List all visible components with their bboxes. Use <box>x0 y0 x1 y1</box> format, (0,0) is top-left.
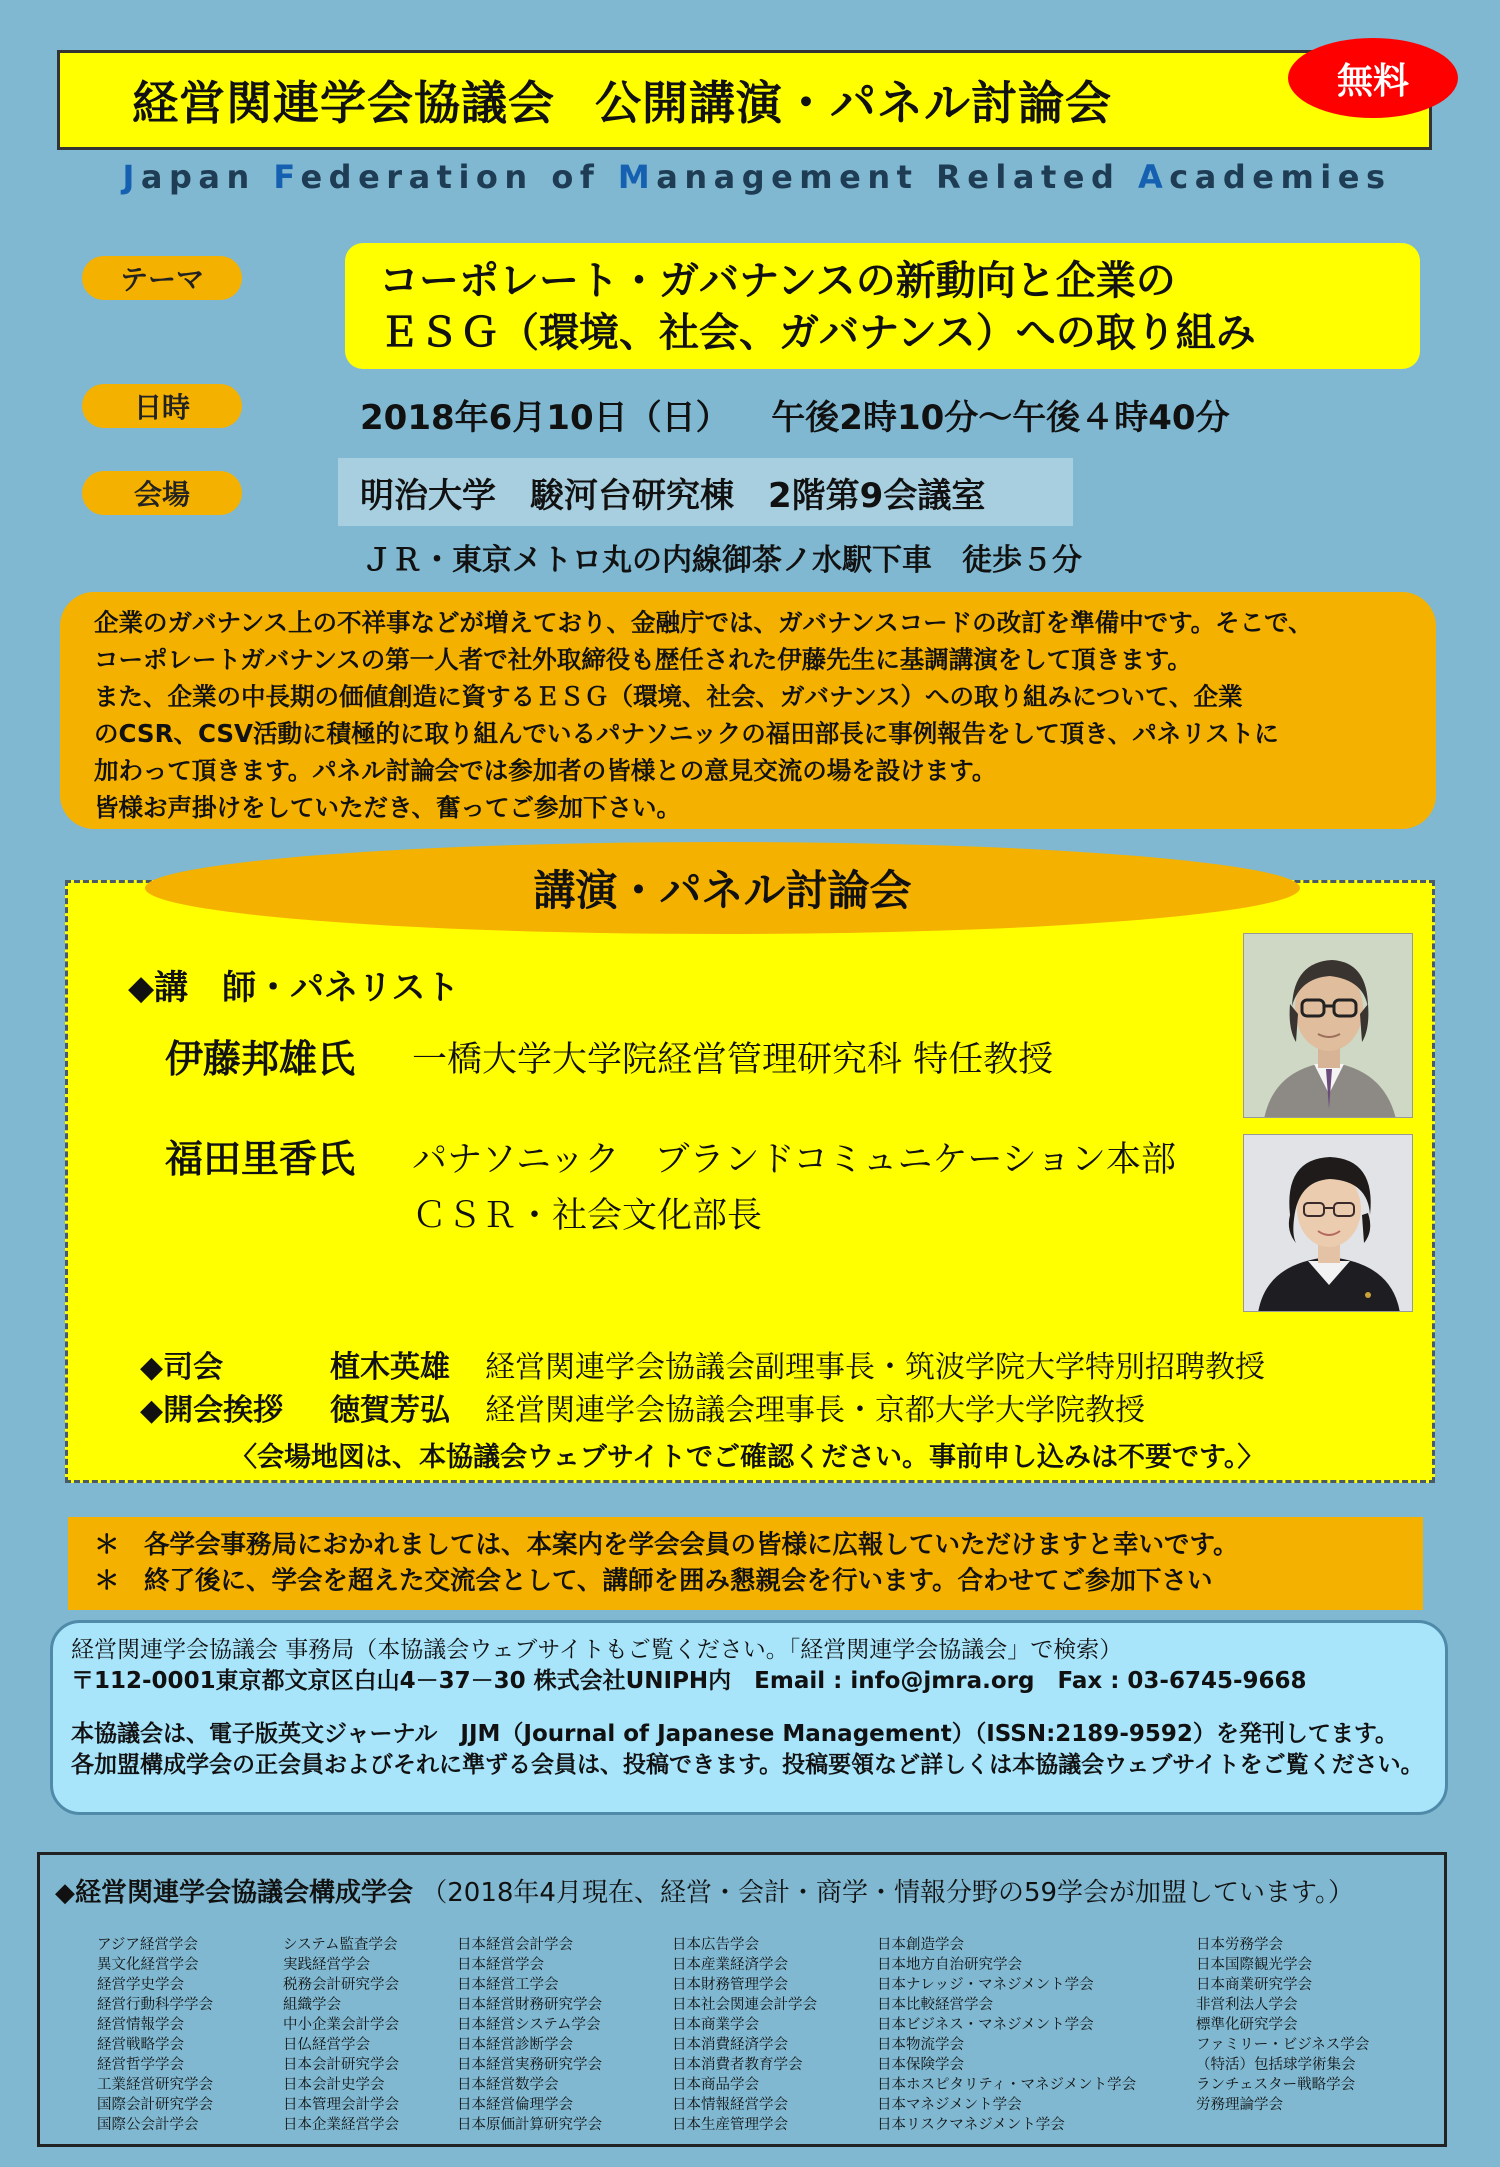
member-society: 日本比較経営学会 <box>877 1997 993 2013</box>
member-society: 労務理論学会 <box>1196 2097 1283 2113</box>
opening-title: 経営関連学会協議会理事長・京都大学大学院教授 <box>485 1393 1145 1428</box>
member-society: 日本広告学会 <box>672 1937 759 1953</box>
member-society: 日本経営診断学会 <box>457 2037 573 2053</box>
mc-line <box>140 1342 1265 1386</box>
opening-name: 徳賀芳弘 <box>330 1393 450 1428</box>
member-society: 日本保険学会 <box>877 2057 964 2073</box>
theme-box <box>345 243 1420 369</box>
speaker-1-affiliation: 一橋大学大学院経営管理研究科 特任教授 <box>412 1040 1054 1080</box>
member-society: 実践経営学会 <box>283 1957 370 1973</box>
description-line: 皆様お声掛けをしていただき、奮ってご参加下さい。 <box>94 793 682 822</box>
venue-label: 会場 <box>82 471 242 515</box>
speaker-1-photo <box>1243 933 1413 1118</box>
member-society: 非営利法人学会 <box>1196 1997 1298 2013</box>
english-name-segment: F <box>273 158 301 196</box>
member-society: 日本経営システム学会 <box>457 2017 601 2033</box>
member-society: 日本消費経済学会 <box>672 2037 788 2053</box>
member-society: 日仏経営学会 <box>283 2037 370 2053</box>
free-badge: 無料 <box>1288 38 1458 118</box>
member-society: システム監査学会 <box>283 1937 398 1953</box>
description-line: 加わって頂きます。パネル討論会では参加者の皆様との意見交流の場を設けます。 <box>94 756 997 785</box>
mc-name: 植木英雄 <box>330 1350 450 1385</box>
journal-info: 本協議会は、電子版英文ジャーナル JJM（Journal of Japanese Management）（ISSN:2189-9592）を発刊してます。 <box>71 1721 1399 1747</box>
opening-role: ◆開会挨拶 <box>140 1393 284 1428</box>
member-society: 日本原価計算研究学会 <box>457 2117 602 2133</box>
event-date: 2018年6月10日（日） <box>360 398 730 438</box>
member-society: 日本商業学会 <box>672 2017 759 2033</box>
english-name-segment: anagement Related <box>656 158 1139 196</box>
secretariat-line-1: 経営関連学会協議会 事務局（本協議会ウェブサイトもご覧ください。「経営関連学会協議会」で検索） <box>71 1637 1123 1663</box>
member-society: 日本国際観光学会 <box>1196 1957 1312 1973</box>
speaker-2-affiliation <box>412 1132 1176 1244</box>
member-society: 日本商品学会 <box>672 2077 759 2093</box>
member-society: 日本産業経済学会 <box>672 1957 788 1973</box>
mc-role: ◆司会 <box>140 1350 224 1385</box>
member-society: 組織学会 <box>283 1997 341 2013</box>
member-societies-heading: ◆経営関連学会協議会構成学会 <box>55 1878 413 1908</box>
english-name-segment: ederation of <box>300 158 618 196</box>
member-society: （特活）包括球学術集会 <box>1196 2057 1356 2073</box>
submission-info: 各加盟構成学会の正会員およびそれに準ずる会員は、投稿できます。投稿要領など詳しくは本協議会ウェブサイトをご覧ください。 <box>71 1752 1424 1778</box>
english-name-segment: cademies <box>1169 158 1392 196</box>
member-society: 日本労務学会 <box>1196 1937 1283 1953</box>
member-society: ランチェスター戦略学会 <box>1196 2077 1356 2093</box>
member-society: 日本財務管理学会 <box>672 1977 788 1993</box>
panel-title: 講演・パネル討論会 <box>145 842 1300 934</box>
member-society: 経営情報学会 <box>97 2017 184 2033</box>
member-society: 日本経営会計学会 <box>457 1937 573 1953</box>
english-name-segment: A <box>1138 158 1170 196</box>
opening-line <box>140 1385 1145 1429</box>
member-society: 日本経営財務研究学会 <box>457 1997 602 2013</box>
member-society: 日本経営工学会 <box>457 1977 559 1993</box>
member-society: 日本消費者教育学会 <box>672 2057 803 2073</box>
notes-box <box>68 1517 1423 1610</box>
theme-label: テーマ <box>82 256 242 300</box>
member-society: 日本マネジメント学会 <box>877 2097 1022 2113</box>
speaker-2-name: 福田里香氏 <box>165 1137 356 1181</box>
member-society: 日本企業経営学会 <box>283 2117 399 2133</box>
description-line: のCSR、CSV活動に積極的に取り組んでいるパナソニックの福田部長に事例報告をして頂き、パネリストに <box>94 719 1279 748</box>
member-society: 日本社会関連会計学会 <box>672 1997 817 2013</box>
description-line: また、企業の中長期の価値創造に資するＥＳＧ（環境、社会、ガバナンス）への取り組みについて、企業 <box>94 682 1243 711</box>
member-society: 国際公会計学会 <box>97 2117 199 2133</box>
member-society: 日本経営実務研究学会 <box>457 2057 602 2073</box>
member-society: 日本会計史学会 <box>283 2077 385 2093</box>
member-society: 日本経営倫理学会 <box>457 2097 573 2113</box>
member-society: 経営行動科学学会 <box>97 1997 213 2013</box>
member-society: 経営戦略学会 <box>97 2037 184 2053</box>
note-item: ＊ 各学会事務局におかれましては、本案内を学会会員の皆様に広報していただけますと幸いです。 <box>94 1530 1239 1560</box>
member-society: 工業経営研究学会 <box>97 2077 213 2093</box>
speaker-2-photo <box>1243 1134 1413 1312</box>
member-society: 日本ナレッジ・マネジメント学会 <box>877 1977 1094 1993</box>
member-society: 日本管理会計学会 <box>283 2097 399 2113</box>
member-society: 日本ホスピタリティ・マネジメント学会 <box>877 2077 1137 2093</box>
member-society: 中小企業会計学会 <box>283 2017 399 2033</box>
event-time: 午後2時10分～午後４時40分 <box>771 398 1230 438</box>
member-society: 日本情報経営学会 <box>672 2097 788 2113</box>
member-column <box>97 1935 213 2135</box>
secretariat-box <box>50 1620 1448 1815</box>
member-society: 国際会計研究学会 <box>97 2097 213 2113</box>
member-society: 日本商業研究学会 <box>1196 1977 1312 1993</box>
description-line: 企業のガバナンス上の不祥事などが増えており、金融庁では、ガバナンスコードの改訂を準備中です。そこで、 <box>94 608 1313 637</box>
member-society: 日本経営数学会 <box>457 2077 559 2093</box>
english-org-name <box>57 158 1457 198</box>
english-name-segment: M <box>617 158 657 196</box>
event-type: 公開講演・パネル討論会 <box>595 76 1112 130</box>
speaker-1-name: 伊藤邦雄氏 <box>165 1037 356 1081</box>
member-society: 日本地方自治研究学会 <box>877 1957 1022 1973</box>
venue-access: ＪＲ・東京メトロ丸の内線御茶ノ水駅下車 徒歩５分 <box>362 543 1082 578</box>
member-column <box>877 1935 1136 2135</box>
member-column <box>1196 1935 1369 2115</box>
member-column <box>283 1935 399 2135</box>
date-time <box>360 390 1410 440</box>
venue-box <box>338 458 1073 526</box>
member-society: アジア経営学会 <box>97 1937 198 1953</box>
member-societies-title <box>55 1872 1354 1909</box>
english-name-segment: apan <box>140 158 274 196</box>
member-society: 日本創造学会 <box>877 1937 964 1953</box>
description-box <box>60 592 1436 829</box>
member-society: 標準化研究学会 <box>1196 2017 1298 2033</box>
member-society: 日本生産管理学会 <box>672 2117 788 2133</box>
member-society: 日本経営学会 <box>457 1957 544 1973</box>
member-society: 税務会計研究学会 <box>283 1977 399 1993</box>
member-society: 日本物流学会 <box>877 2037 964 2053</box>
theme-line-2: ＥＳＧ（環境、社会、ガバナンス）への取り組み <box>379 310 1256 356</box>
speaker-2-affiliation-line-2: ＣＳＲ・社会文化部長 <box>412 1196 763 1236</box>
member-society: 異文化経営学会 <box>97 1957 199 1973</box>
member-society: 日本ビジネス・マネジメント学会 <box>877 2017 1094 2033</box>
map-note: 〈会場地図は、本協議会ウェブサイトでご確認ください。事前申し込みは不要です。〉 <box>230 1442 1265 1473</box>
member-column <box>457 1935 602 2135</box>
member-society: 経営哲学学会 <box>97 2057 184 2073</box>
mc-title: 経営関連学会協議会副理事長・筑波学院大学特別招聘教授 <box>485 1350 1265 1385</box>
note-text: 各学会事務局におかれましては、本案内を学会会員の皆様に広報していただけますと幸いです。 <box>144 1530 1239 1560</box>
member-column <box>672 1935 817 2135</box>
member-society: ファミリー・ビジネス学会 <box>1196 2037 1370 2053</box>
english-name-segment: J <box>122 158 141 196</box>
note-item: ＊ 終了後に、学会を超えた交流会として、講師を囲み懇親会を行います。合わせてご参加下さい <box>94 1566 1213 1596</box>
member-societies-subtitle: （2018年4月現在、経営・会計・商学・情報分野の59学会が加盟しています。） <box>421 1878 1354 1908</box>
header-banner <box>57 50 1432 150</box>
theme-line-1: コーポレート・ガバナンスの新動向と企業の <box>379 258 1176 304</box>
secretariat-address: 〒112-0001東京都文京区白山4－37－30 株式会社UNIPH内 Email : info@jmra.org Fax : 03-6745-9668 <box>71 1668 1307 1694</box>
lecturer-heading: ◆講 師・パネリスト <box>128 968 460 1008</box>
org-name: 経営関連学会協議会 <box>132 76 555 130</box>
member-society: 日本会計研究学会 <box>283 2057 399 2073</box>
venue-place: 明治大学 駿河台研究棟 2階第9会議室 <box>360 475 986 516</box>
member-society: 経営学史学会 <box>97 1977 184 1993</box>
note-text: 終了後に、学会を超えた交流会として、講師を囲み懇親会を行います。合わせてご参加下さい <box>144 1566 1213 1596</box>
description-line: コーポレートガバナンスの第一人者で社外取締役も歴任された伊藤先生に基調講演をして頂きます。 <box>94 645 1192 674</box>
speaker-2-affiliation-line-1: パナソニック ブランドコミュニケーション本部 <box>412 1140 1177 1180</box>
member-society: 日本リスクマネジメント学会 <box>877 2117 1065 2133</box>
date-label: 日時 <box>82 384 242 428</box>
